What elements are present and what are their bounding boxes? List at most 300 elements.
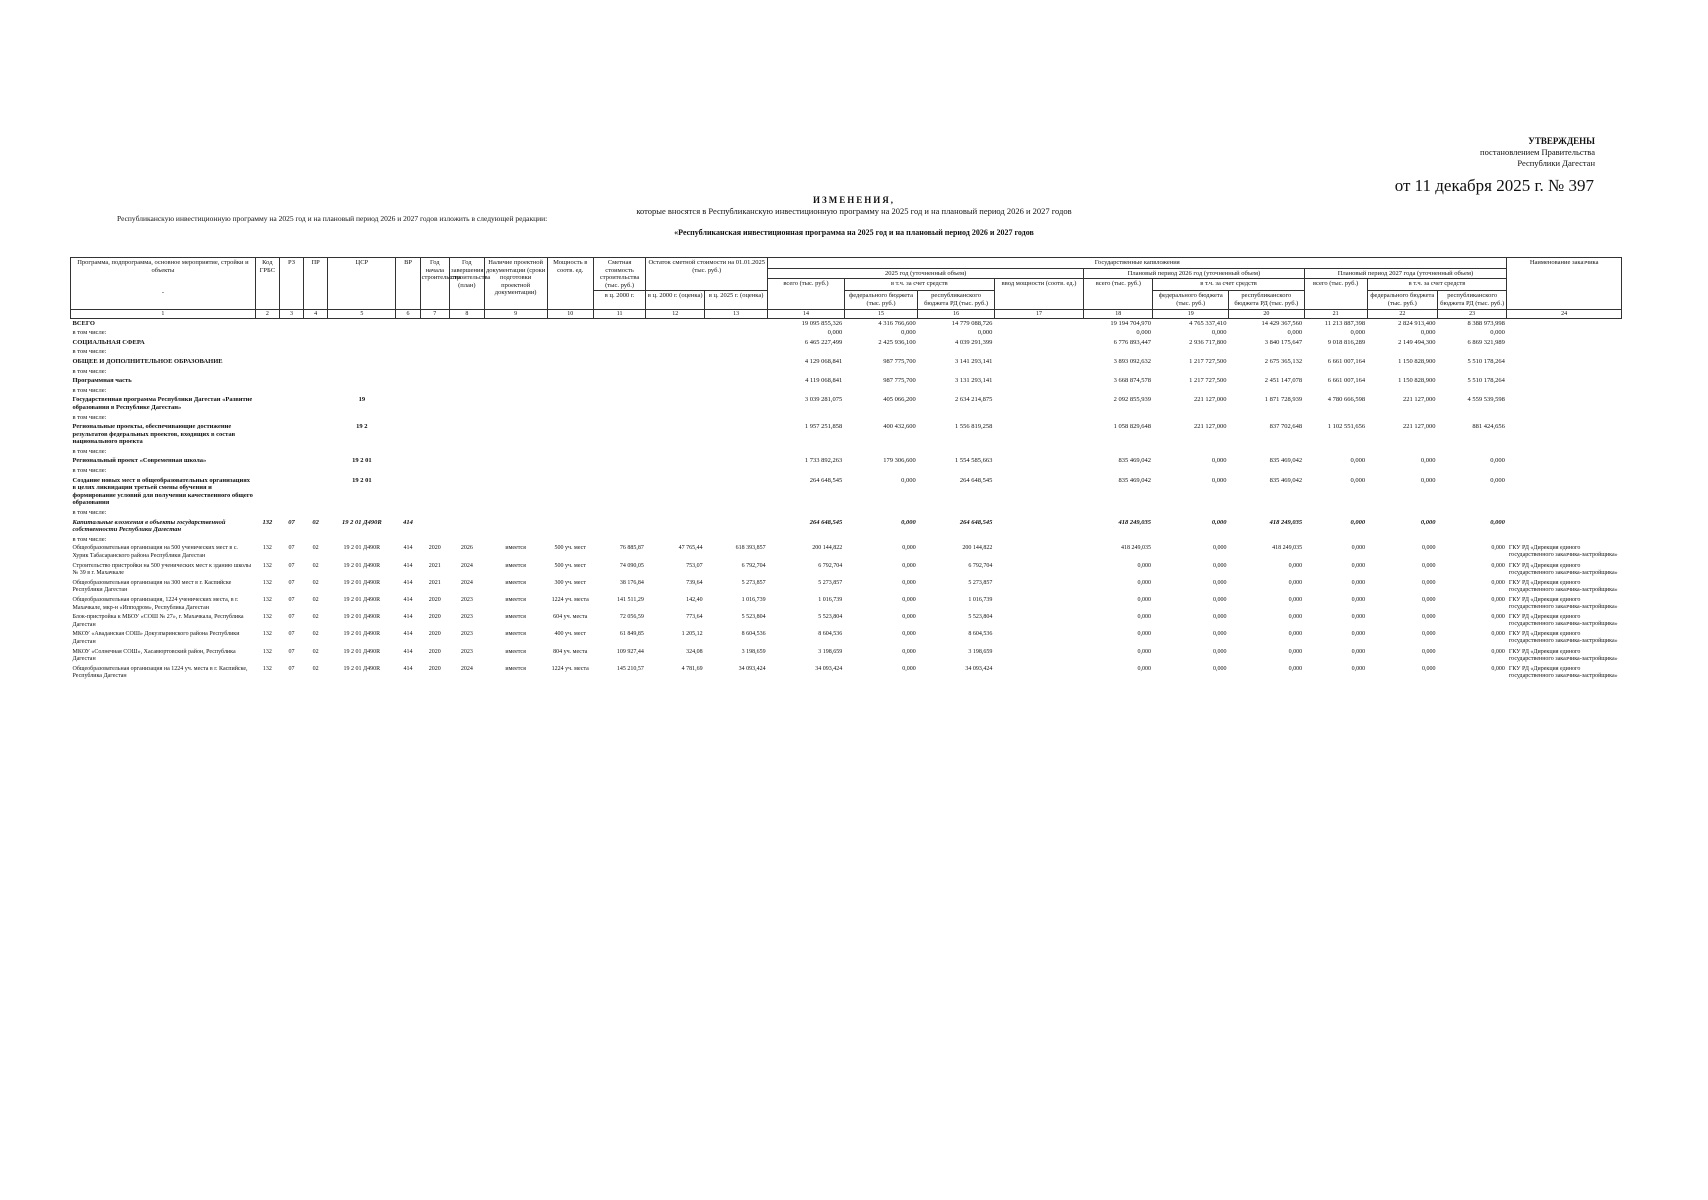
rem-2000-cell: 1 205,12 — [681, 631, 703, 638]
vr-cell: 414 — [403, 665, 413, 672]
row-name: СОЦИАЛЬНАЯ СФЕРА — [72, 338, 145, 346]
republic-2025 — [918, 535, 995, 545]
empty-cell — [547, 518, 593, 535]
empty-cell — [646, 508, 705, 518]
empty-cell — [646, 413, 705, 423]
republic-2027 — [1437, 535, 1506, 545]
rz-cell — [279, 508, 303, 518]
grbs-cell: 132 — [262, 648, 272, 655]
column-number: 18 — [1084, 309, 1153, 318]
empty-cell — [593, 413, 646, 423]
total-2026: 3 668 874,578 — [1113, 377, 1151, 385]
commissioning-cell — [994, 447, 1083, 457]
republic-2027: 0,000 — [1491, 648, 1505, 655]
federal-2027: 2 824 913,400 — [1398, 319, 1436, 327]
object-name: Строительство пристройки на 500 ученических мест к зданию школы № 39 в г. Махачкале — [72, 562, 252, 577]
object-row — [71, 613, 1622, 630]
federal-2027 — [1367, 447, 1437, 457]
summary-row — [71, 422, 1622, 447]
empty-cell — [450, 367, 485, 377]
empty-cell — [547, 413, 593, 423]
republic-2025: 5 523,804 — [968, 614, 993, 621]
vr-cell — [396, 367, 420, 377]
total-2026: 1 058 829,648 — [1113, 423, 1151, 431]
pr-cell: 02 — [312, 562, 319, 569]
total-2026: 3 893 092,632 — [1113, 357, 1151, 365]
vr-cell — [396, 357, 420, 367]
start-year-cell: 2020 — [428, 545, 441, 552]
total-2025: 0,000 — [827, 329, 843, 337]
empty-cell — [547, 476, 593, 508]
total-2026 — [1084, 535, 1153, 545]
program-title: «Республиканская инвестиционная программа на 2025 год и на плановый период 2026 и 2027 годов — [674, 228, 1034, 237]
empty-cell — [420, 456, 449, 466]
empty-cell — [484, 413, 547, 423]
rem-2000-cell: 4 781,69 — [681, 665, 703, 672]
empty-cell — [547, 347, 593, 357]
object-name: МКОУ «Солнечная СОШ», Хасавюртовский район, Республика Дагестан — [72, 648, 236, 663]
col-2026: Плановый период 2026 год (уточненный объем) — [1084, 268, 1304, 279]
col-csr: ЦСР — [328, 258, 396, 310]
empty-cell — [420, 508, 449, 518]
summary-row — [71, 456, 1622, 466]
rz-cell: 07 — [288, 665, 295, 672]
empty-cell — [450, 357, 485, 367]
empty-cell — [705, 508, 768, 518]
total-2027: 0,000 — [1351, 665, 1366, 672]
summary-row — [71, 357, 1622, 367]
republic-2025: 14 779 088,726 — [951, 319, 993, 327]
column-number: 2 — [255, 309, 279, 318]
republic-2027 — [1437, 447, 1506, 457]
empty-cell — [547, 456, 593, 466]
col-estimate: Сметная стоимость строительства (тыс. руб.) — [593, 258, 646, 291]
empty-cell — [450, 508, 485, 518]
empty-cell — [646, 476, 705, 508]
object-name: Общеобразовательная организация, 1224 ученических места, в г. Махачкале, мкр-н «Ипподром», Республика Дагестан — [72, 596, 239, 611]
commissioning-cell — [994, 367, 1083, 377]
rem-2025-cell: 8 604,536 — [741, 631, 766, 638]
column-number: 7 — [420, 309, 449, 318]
object-row — [71, 544, 1622, 561]
federal-2027: 0,000 — [1421, 562, 1436, 569]
total-2027: 6 661 007,164 — [1327, 357, 1366, 365]
total-2025: 200 144,822 — [812, 545, 843, 552]
federal-2025: 2 425 936,100 — [878, 338, 916, 346]
investment-table — [70, 257, 1622, 682]
empty-cell — [484, 466, 547, 476]
csr-cell: 19 2 — [356, 423, 368, 431]
docs-cell: имеется — [505, 631, 526, 638]
federal-2025: 405 066,200 — [883, 396, 916, 404]
col-remainder: Остаток сметной стоимости на 01.01.2025 (тыс. руб.) — [646, 258, 768, 291]
col-end-year: Год завершения строительства (план) — [450, 258, 485, 310]
intro-text: Республиканскую инвестиционную программу на 2025 год и на плановый период 2026 и 2027 годов изложить в следующей редакции: — [117, 214, 548, 223]
federal-2025 — [844, 413, 918, 423]
col-2025: 2025 год (уточненный объем) — [768, 268, 1084, 279]
column-number: 22 — [1367, 309, 1437, 318]
estimate-cell: 145 210,57 — [616, 665, 644, 672]
federal-2025: 400 432,600 — [883, 423, 916, 431]
republic-2027: 6 869 321,989 — [1467, 338, 1505, 346]
empty-cell — [484, 447, 547, 457]
estimate-cell: 72 056,59 — [619, 614, 644, 621]
decree-date: от 11 декабря 2025 г. № 397 — [1394, 176, 1594, 195]
republic-2027: 8 388 973,998 — [1467, 319, 1505, 327]
republic-2026 — [1229, 447, 1305, 457]
vr-cell — [396, 447, 420, 457]
federal-2027: 1 150 828,900 — [1398, 377, 1436, 385]
grbs-cell — [255, 508, 279, 518]
pr-cell — [304, 386, 328, 396]
grbs-cell — [255, 476, 279, 508]
row-name: Региональный проект «Современная школа» — [72, 457, 207, 465]
summary-row — [71, 413, 1622, 423]
approved-line: Республики Дагестан — [1517, 158, 1595, 168]
empty-cell — [450, 466, 485, 476]
federal-2025: 987 775,700 — [883, 357, 916, 365]
republic-2025: 264 648,545 — [959, 518, 993, 526]
empty-cell — [547, 535, 593, 545]
total-2027: 0,000 — [1351, 579, 1366, 586]
rem-2025-cell: 5 273,857 — [741, 579, 766, 586]
grbs-cell — [255, 466, 279, 476]
column-number: 1 — [71, 309, 256, 318]
commissioning-cell — [994, 413, 1083, 423]
summary-row — [71, 386, 1622, 396]
rz-cell: 07 — [288, 614, 295, 621]
estimate-cell: 76 885,87 — [619, 545, 644, 552]
federal-2025: 0,000 — [901, 329, 916, 337]
total-2025: 3 039 281,075 — [804, 396, 843, 404]
federal-2025: 179 306,600 — [883, 457, 916, 465]
republic-2026: 3 840 175,647 — [1264, 338, 1303, 346]
empty-cell — [547, 386, 593, 396]
total-2027: 0,000 — [1350, 476, 1366, 484]
republic-2026: 0,000 — [1288, 648, 1303, 655]
end-year-cell: 2026 — [460, 545, 473, 552]
republic-2026: 418 249,035 — [1272, 545, 1303, 552]
republic-2026 — [1229, 508, 1305, 518]
federal-2026: 0,000 — [1213, 579, 1227, 586]
empty-cell — [705, 367, 768, 377]
rz-cell — [279, 422, 303, 447]
rem-2000-cell: 753,07 — [686, 562, 703, 569]
grbs-cell — [255, 357, 279, 367]
customer-cell — [1507, 367, 1622, 377]
republic-2027 — [1437, 508, 1506, 518]
total-2026: 418 249,035 — [1120, 545, 1151, 552]
rz-cell — [279, 413, 303, 423]
vr-cell — [396, 456, 420, 466]
rem-2025-cell: 1 016,739 — [741, 596, 766, 603]
empty-cell — [593, 395, 646, 412]
col-sources-2026: в т.ч. за счет средств — [1153, 279, 1304, 291]
row-name: Региональные проекты, обеспечивающие достижение результатов федеральных проектов, входящих в состав национального проекта — [72, 423, 236, 446]
empty-cell — [593, 367, 646, 377]
empty-cell — [593, 476, 646, 508]
republic-2027: 5 510 178,264 — [1467, 377, 1505, 385]
docs-cell: имеется — [505, 614, 526, 621]
empty-cell — [484, 376, 547, 386]
total-2026 — [1084, 413, 1153, 423]
empty-cell — [646, 357, 705, 367]
federal-2026 — [1153, 367, 1229, 377]
object-row — [71, 630, 1622, 647]
empty-cell — [420, 518, 449, 535]
federal-2026: 4 765 337,410 — [1189, 319, 1227, 327]
vr-cell: 414 — [403, 562, 413, 569]
commissioning-cell — [994, 613, 1083, 630]
total-2027: 0,000 — [1351, 648, 1366, 655]
grbs-cell — [255, 367, 279, 377]
pr-cell: 02 — [312, 648, 319, 655]
total-2027 — [1304, 386, 1367, 396]
pr-cell: 02 — [312, 518, 319, 526]
total-2027 — [1304, 508, 1367, 518]
federal-2027 — [1367, 466, 1437, 476]
federal-2026: 1 217 727,500 — [1189, 377, 1227, 385]
empty-cell — [593, 535, 646, 545]
vr-cell — [396, 535, 420, 545]
object-row — [71, 562, 1622, 579]
federal-2027: 0,000 — [1421, 631, 1436, 638]
row-name: Программная часть — [72, 377, 132, 385]
total-2025: 5 273,857 — [818, 579, 843, 586]
vr-cell — [396, 376, 420, 386]
rz-cell — [279, 318, 303, 328]
commissioning-cell — [994, 422, 1083, 447]
row-name: в том числе: — [72, 329, 107, 337]
start-year-cell: 2020 — [428, 614, 441, 621]
estimate-cell: 61 849,85 — [619, 631, 644, 638]
vr-cell — [396, 413, 420, 423]
republic-2025: 4 039 291,399 — [955, 338, 993, 346]
rz-cell — [279, 376, 303, 386]
republic-2027: 0,000 — [1491, 665, 1505, 672]
republic-2026: 0,000 — [1288, 562, 1303, 569]
grbs-cell — [255, 338, 279, 348]
empty-cell — [705, 422, 768, 447]
federal-2026: 0,000 — [1211, 518, 1227, 526]
object-row — [71, 596, 1622, 613]
empty-cell — [450, 456, 485, 466]
empty-cell — [705, 518, 768, 535]
republic-2025 — [918, 447, 995, 457]
rem-2025-cell: 34 093,424 — [738, 665, 766, 672]
col-docs: Наличие проектной документации (сроки подготовки проектной документации) — [484, 258, 547, 310]
empty-cell — [705, 328, 768, 338]
rz-cell: 07 — [288, 631, 295, 638]
federal-2025 — [844, 367, 918, 377]
empty-cell — [646, 386, 705, 396]
empty-cell — [450, 535, 485, 545]
republic-2026: 1 871 728,939 — [1264, 396, 1303, 404]
csr-cell: 19 — [358, 396, 366, 404]
docs-cell: имеется — [505, 545, 526, 552]
commissioning-cell — [994, 347, 1083, 357]
republic-2025: 200 144,822 — [962, 545, 993, 552]
total-2027: 11 213 887,398 — [1324, 319, 1366, 327]
republic-2026: 2 675 365,132 — [1264, 357, 1303, 365]
empty-cell — [450, 413, 485, 423]
total-2027: 0,000 — [1351, 545, 1366, 552]
grbs-cell — [255, 328, 279, 338]
empty-cell — [593, 357, 646, 367]
empty-cell — [420, 347, 449, 357]
vr-cell — [396, 347, 420, 357]
csr-cell — [328, 347, 396, 357]
docs-cell: имеется — [505, 579, 526, 586]
empty-cell — [420, 367, 449, 377]
column-number: 5 — [328, 309, 396, 318]
republic-2025: 34 093,424 — [965, 665, 993, 672]
rz-cell: 07 — [288, 596, 295, 603]
vr-cell: 414 — [403, 545, 413, 552]
csr-cell: 19 2 01 Д490R — [342, 518, 382, 526]
row-name: в том числе: — [72, 413, 107, 421]
rem-2025-cell: 5 523,804 — [741, 614, 766, 621]
federal-2027: 0,000 — [1421, 596, 1436, 603]
estimate-cell: 74 090,05 — [619, 562, 644, 569]
empty-cell — [646, 347, 705, 357]
grbs-cell: 132 — [262, 614, 272, 621]
republic-2026 — [1229, 367, 1305, 377]
empty-cell — [705, 347, 768, 357]
changes-title: ИЗМЕНЕНИЯ, — [812, 195, 895, 205]
vr-cell: 414 — [403, 648, 413, 655]
pr-cell — [304, 422, 328, 447]
vr-cell: 414 — [403, 596, 413, 603]
column-number: 11 — [593, 309, 646, 318]
republic-2026: 0,000 — [1288, 631, 1303, 638]
total-2026 — [1084, 466, 1153, 476]
col-rem-2000: в ц. 2000 г. (оценка) — [646, 291, 705, 309]
federal-2025 — [844, 347, 918, 357]
total-2025: 19 095 855,326 — [801, 319, 843, 327]
federal-2026: 0,000 — [1213, 562, 1227, 569]
row-name: Капитальные вложения в объекты государственной собственности Республики Дагестан — [72, 518, 226, 534]
commissioning-cell — [994, 456, 1083, 466]
federal-2027: 2 149 494,300 — [1398, 338, 1436, 346]
empty-cell — [593, 318, 646, 328]
total-2027: 0,000 — [1351, 596, 1366, 603]
end-year-cell: 2024 — [460, 562, 473, 569]
federal-2026 — [1153, 347, 1229, 357]
end-year-cell: 2024 — [460, 579, 473, 586]
republic-2025: 3 198,659 — [968, 648, 993, 655]
column-number: 9 — [484, 309, 547, 318]
vr-cell — [396, 466, 420, 476]
column-number: 4 — [304, 309, 328, 318]
pr-cell — [304, 395, 328, 412]
republic-2027: 4 559 539,598 — [1467, 396, 1505, 404]
col-rz: РЗ — [279, 258, 303, 310]
total-2025: 6 465 227,499 — [804, 338, 843, 346]
csr-cell — [328, 466, 396, 476]
grbs-cell: 132 — [262, 631, 272, 638]
csr-cell: 19 2 01 Д490R — [343, 596, 381, 603]
republic-2025: 1 554 585,663 — [955, 457, 993, 465]
end-year-cell: 2023 — [460, 631, 473, 638]
total-2025 — [768, 367, 845, 377]
end-year-cell: 2023 — [460, 596, 473, 603]
empty-cell — [484, 422, 547, 447]
empty-cell — [646, 367, 705, 377]
empty-cell — [420, 466, 449, 476]
col-commissioning: ввод мощности (соотв. ед.) — [994, 279, 1083, 309]
column-number: 12 — [646, 309, 705, 318]
csr-cell — [328, 376, 396, 386]
csr-cell — [328, 413, 396, 423]
empty-cell — [450, 447, 485, 457]
federal-2026: 0,000 — [1211, 329, 1227, 337]
customer-cell — [1507, 328, 1622, 338]
row-name: Создание новых мест в общеобразовательных организациях в целях ликвидации третьей смены обучения и формирование условий для получения качественного общего образования — [72, 476, 253, 507]
estimate-cell: 38 176,84 — [619, 579, 644, 586]
pr-cell — [304, 508, 328, 518]
empty-cell — [593, 338, 646, 348]
total-2026: 0,000 — [1137, 614, 1151, 621]
rz-cell — [279, 466, 303, 476]
empty-cell — [547, 376, 593, 386]
federal-2027: 0,000 — [1421, 545, 1436, 552]
vr-cell: 414 — [403, 518, 413, 526]
column-numbers — [71, 309, 1622, 318]
pr-cell — [304, 376, 328, 386]
republic-2025: 2 634 214,875 — [955, 396, 993, 404]
total-2026: 0,000 — [1137, 631, 1151, 638]
empty-cell — [547, 318, 593, 328]
pr-cell — [304, 367, 328, 377]
pr-cell: 02 — [312, 596, 319, 603]
empty-cell — [450, 476, 485, 508]
customer-cell: ГКУ РД «Дирекция единого государственного заказчика-застройщика» — [1508, 665, 1618, 679]
column-number: 6 — [396, 309, 420, 318]
pr-cell: 02 — [312, 665, 319, 672]
object-name: Общеобразовательная организация на 300 мест в г. Каспийске Республики Дагестан — [72, 579, 232, 594]
total-2026: 0,000 — [1137, 648, 1151, 655]
commissioning-cell — [994, 466, 1083, 476]
column-number: 24 — [1507, 309, 1622, 318]
pr-cell — [304, 318, 328, 328]
customer-cell — [1507, 466, 1622, 476]
col-federal-2026: федерального бюджета (тыс. руб.) — [1153, 291, 1229, 309]
commissioning-cell — [994, 579, 1083, 596]
vr-cell: 414 — [403, 614, 413, 621]
vr-cell — [396, 338, 420, 348]
summary-row — [71, 476, 1622, 508]
empty-cell — [450, 395, 485, 412]
total-2025: 1 957 251,858 — [804, 423, 843, 431]
empty-cell — [646, 376, 705, 386]
rz-cell — [279, 367, 303, 377]
vr-cell: 414 — [403, 631, 413, 638]
rem-2000-cell: 739,64 — [686, 579, 703, 586]
empty-cell — [547, 422, 593, 447]
total-2027: 4 780 666,598 — [1327, 396, 1366, 404]
summary-row — [71, 508, 1622, 518]
column-number: 10 — [547, 309, 593, 318]
empty-cell — [705, 413, 768, 423]
federal-2025: 0,000 — [902, 545, 916, 552]
vr-cell — [396, 508, 420, 518]
empty-cell — [484, 518, 547, 535]
republic-2027: 0,000 — [1491, 579, 1505, 586]
empty-cell — [593, 422, 646, 447]
csr-cell — [328, 338, 396, 348]
row-name: в том числе: — [72, 386, 107, 394]
